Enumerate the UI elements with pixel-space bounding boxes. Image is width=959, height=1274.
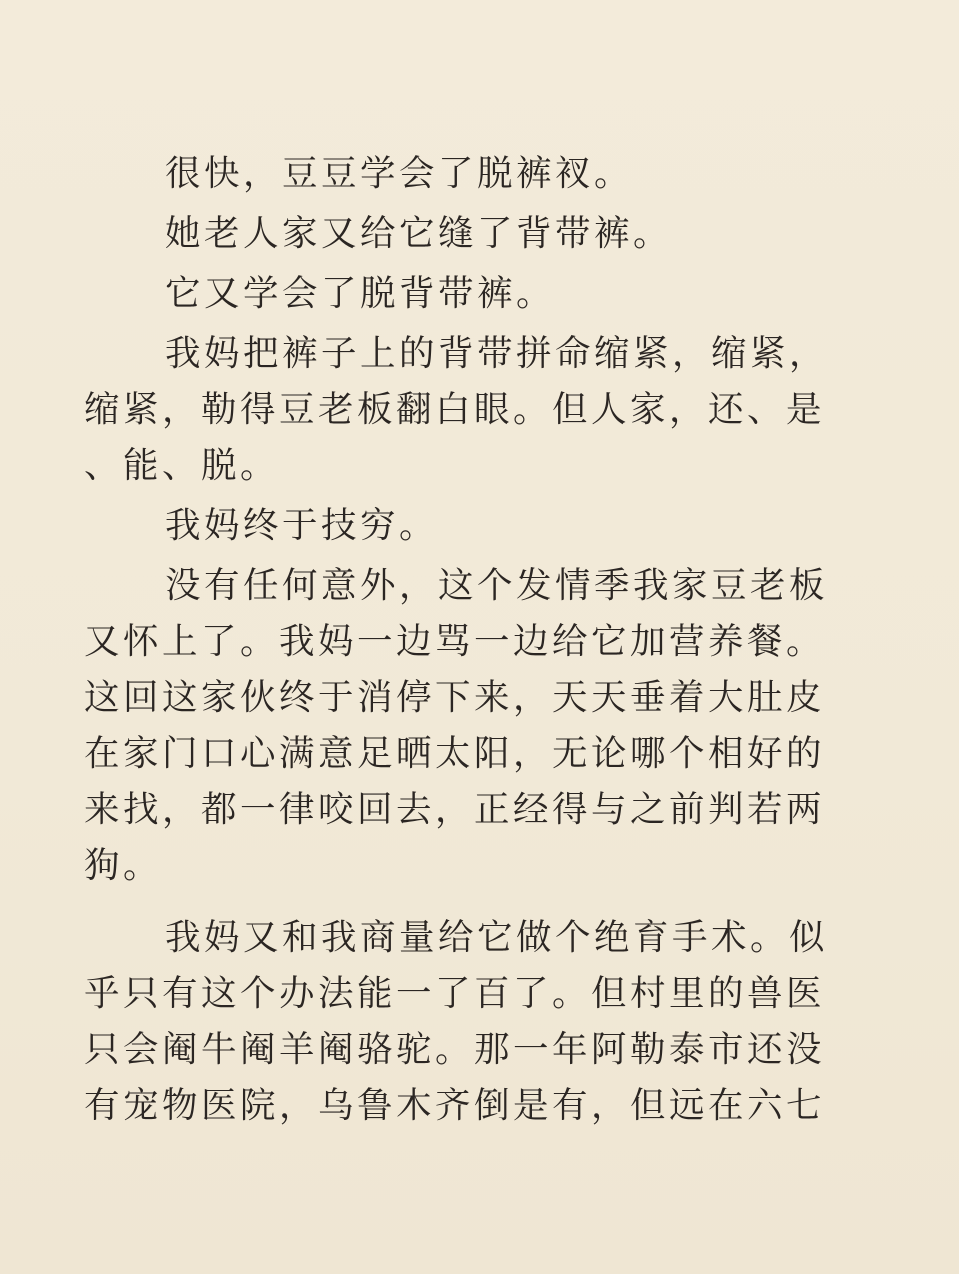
text-line: 、能、脱。 [84,445,280,486]
paragraph-2 [84,206,874,262]
text-line: 这回这家伙终于消停下来，天天垂着大肚皮 [84,677,826,718]
text-line: 我妈把裤子上的背带拼命缩紧，缩紧， [165,333,829,374]
text-line: 乎只有这个办法能一了百了。但村里的兽医 [84,973,826,1014]
text-line: 我妈终于技穷。 [165,505,439,546]
text-line: 很快，豆豆学会了脱裤衩。 [165,153,634,194]
text-line: 在家门口心满意足晒太阳，无论哪个相好的 [84,733,826,774]
text-line: 它又学会了脱背带裤。 [165,273,556,314]
text-line: 缩紧，勒得豆老板翻白眼。但人家，还、是 [84,389,826,430]
text-line: 没有任何意外，这个发情季我家豆老板 [165,565,829,606]
paragraph-7 [84,910,874,1134]
body-text [84,146,874,1134]
text-line: 她老人家又给它缝了背带裤。 [165,213,673,254]
text-line: 只会阉牛阉羊阉骆驼。那一年阿勒泰市还没 [84,1029,826,1070]
paragraph-6 [84,558,874,894]
paragraph-5 [84,498,874,554]
text-line: 又怀上了。我妈一边骂一边给它加营养餐。 [84,621,826,662]
paragraph-1 [84,146,874,202]
paragraph-4 [84,326,874,494]
text-line: 来找，都一律咬回去，正经得与之前判若两 [84,789,826,830]
text-line: 狗。 [84,845,163,886]
text-line: 我妈又和我商量给它做个绝育手术。似 [165,917,829,958]
text-line: 有宠物医院，乌鲁木齐倒是有，但远在六七 [84,1085,826,1126]
paragraph-3 [84,266,874,322]
